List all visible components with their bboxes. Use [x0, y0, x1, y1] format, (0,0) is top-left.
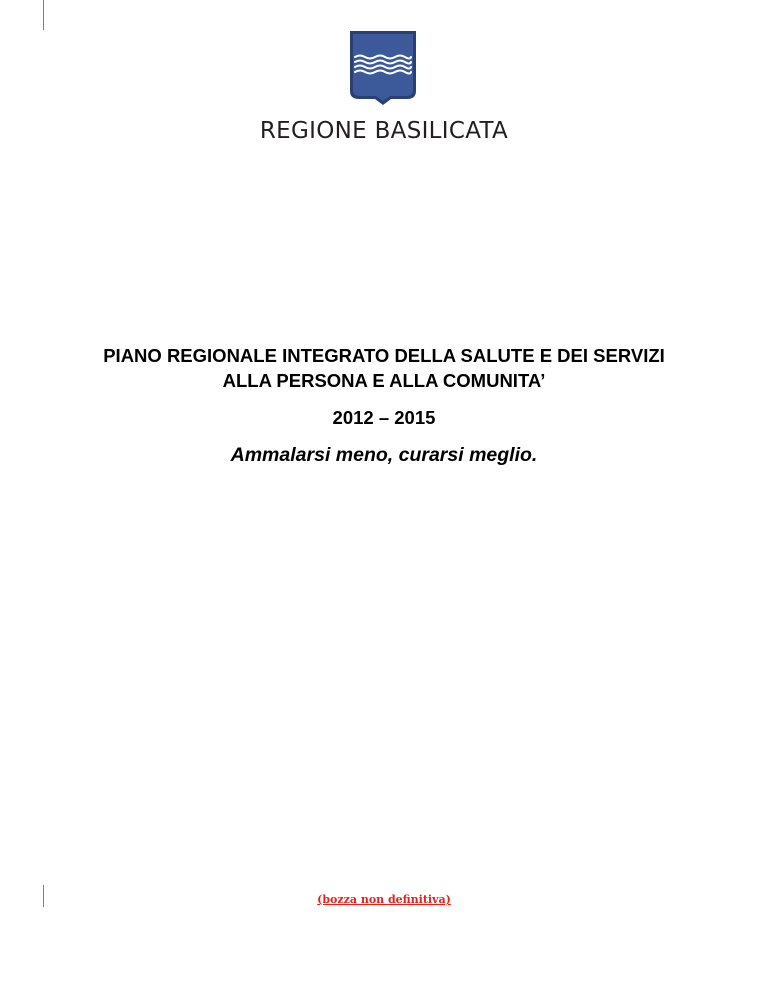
margin-mark-top [43, 0, 44, 30]
document-years: 2012 – 2015 [332, 407, 436, 428]
document-title [0, 343, 768, 393]
document-title-line-1: PIANO REGIONALE INTEGRATO DELLA SALUTE E DEI SERVIZI [103, 345, 665, 366]
region-crest-icon [347, 29, 419, 107]
document-motto: Ammalarsi meno, curarsi meglio. [230, 444, 538, 466]
document-title-line-2: ALLA PERSONA E ALLA COMUNITA’ [222, 370, 546, 391]
draft-note: (bozza non definitiva) [317, 893, 451, 906]
region-name: REGIONE BASILICATA [259, 118, 509, 144]
